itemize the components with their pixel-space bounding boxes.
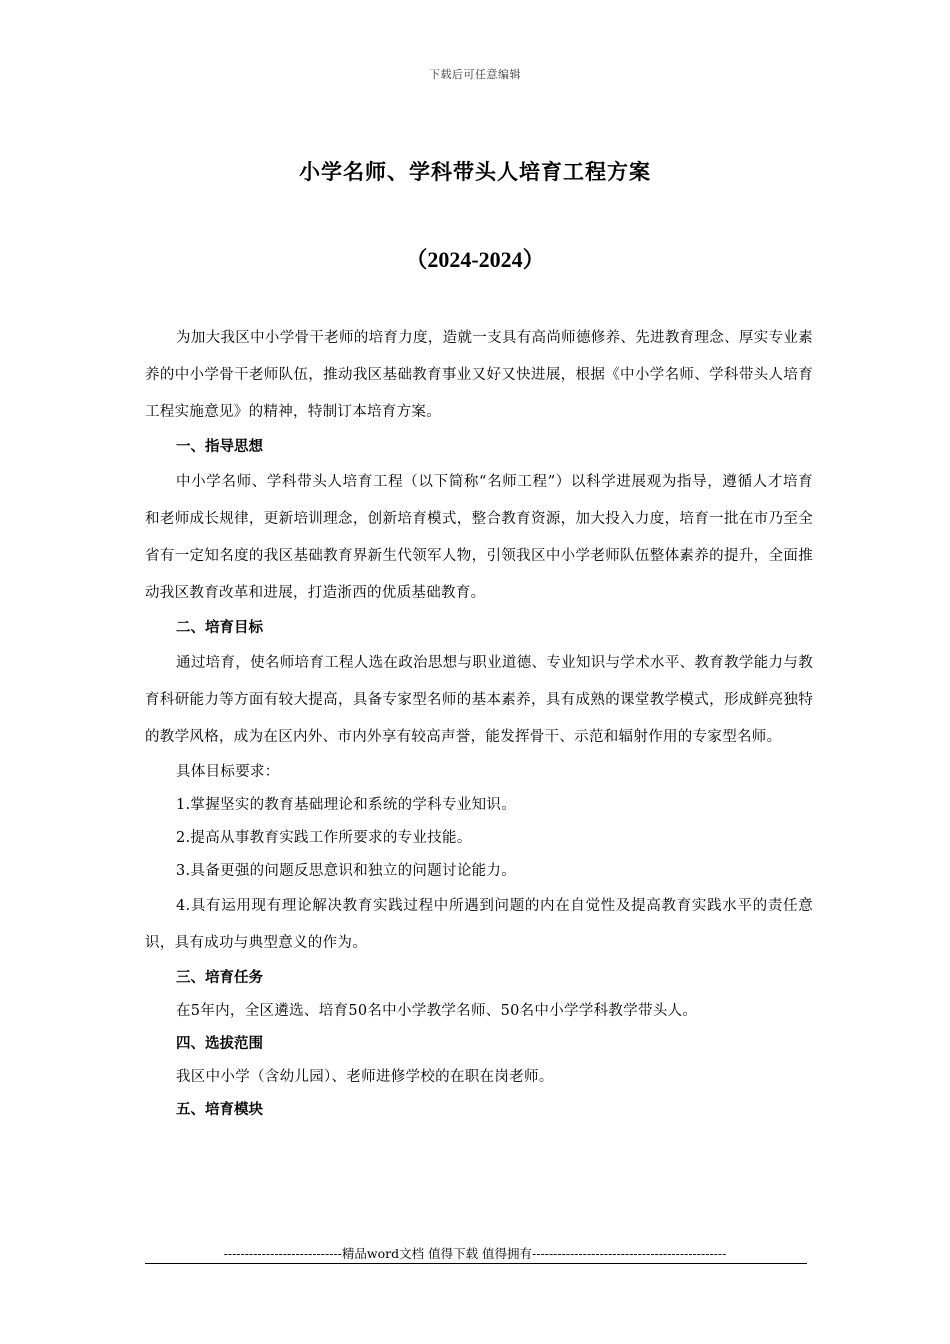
footer-divider	[145, 1263, 807, 1264]
document-title: 小学名师、学科带头人培育工程方案	[299, 160, 651, 184]
training-tasks-paragraph: 在5年内，全区遴选、培育50名中小学教学名师、50名中小学学科教学带头人。	[176, 1003, 698, 1019]
document-subtitle-years: （2024-2024）	[405, 247, 545, 272]
document-body	[145, 320, 813, 1127]
goal-item-2: 2.提高从事教育实践工作所要求的专业技能。	[176, 830, 472, 846]
guiding-ideology-paragraph: 中小学名师、学科带头人培育工程（以下简称“名师工程”）以科学进展观为指导，遵循人才培育和老师成长规律，更新培训理念，创新培育模式，整合教育资源，加大投入力度，培育一批在市乃至全省有一定知名度的我区基础教育界新生代领军人物，引领我区中小学老师队伍整体素养的提升，全面推动我区教育改革和进展，打造浙西的优质基础教育。	[145, 474, 813, 601]
goal-item-1: 1.掌握坚实的教育基础理论和系统的学科专业知识。	[176, 797, 517, 813]
goal-item-4: 4.具有运用现有理论解决教育实践过程中所遇到问题的内在自觉性及提高教育实践水平的责任意识，具有成功与典型意义的作为。	[145, 898, 813, 951]
section-heading-training-goals: 二、培育目标	[176, 620, 263, 636]
section-heading-guiding-ideology: 一、指导思想	[176, 439, 263, 455]
page-footer-text: ----------------------------精品word文档 值得下载 值得拥有----------------------------------------------	[223, 1246, 727, 1261]
section-heading-selection-scope: 四、选拔范围	[176, 1036, 263, 1052]
specific-goals-intro: 具体目标要求：	[176, 764, 280, 780]
section-heading-training-modules: 五、培育模块	[176, 1102, 263, 1118]
goal-item-3: 3.具备更强的问题反思意识和独立的问题讨论能力。	[176, 863, 517, 879]
page-header-note: 下载后可任意编辑	[429, 68, 521, 81]
intro-paragraph: 为加大我区中小学骨干老师的培育力度，造就一支具有高尚师德修养、先进教育理念、厚实专业素养的中小学骨干老师队伍，推动我区基础教育事业又好又快进展，根据《中小学名师、学科带头人培育工程实施意见》的精神，特制订本培育方案。	[145, 330, 813, 420]
section-heading-training-tasks: 三、培育任务	[176, 970, 263, 986]
selection-scope-paragraph: 我区中小学（含幼儿园）、老师进修学校的在职在岗老师。	[176, 1069, 554, 1085]
training-goals-paragraph: 通过培育，使名师培育工程人选在政治思想与职业道德、专业知识与学术水平、教育教学能力与教育科研能力等方面有较大提高，具备专家型名师的基本素养，具有成熟的课堂教学模式，形成鲜亮独特的教学风格，成为在区内外、市内外享有较高声誉，能发挥骨干、示范和辐射作用的专家型名师。	[145, 655, 813, 745]
